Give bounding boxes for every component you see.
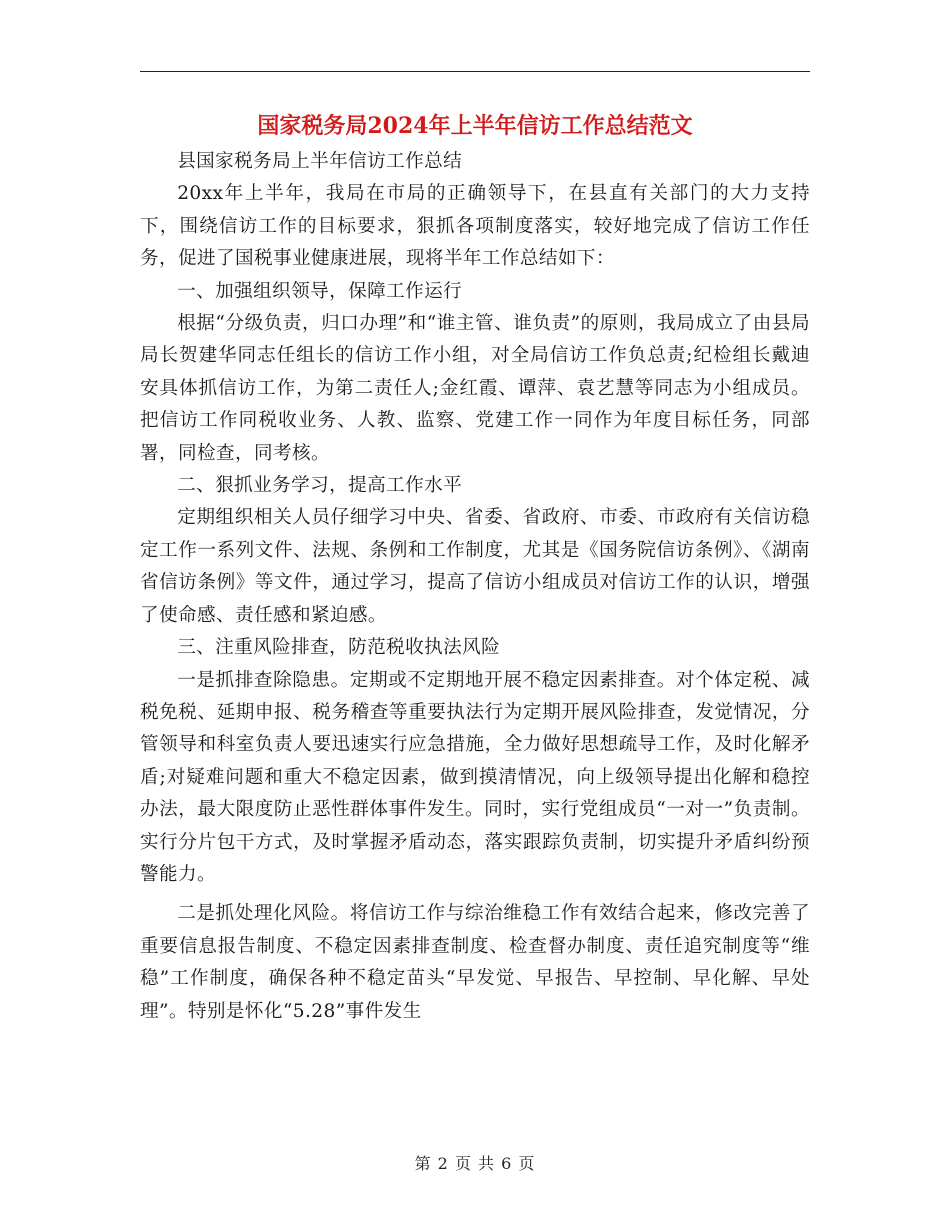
body-paragraph: 一是抓排查除隐患。定期或不定期地开展不稳定因素排查。对个体定税、减税免税、延期申报、税务稽查等重要执法行为定期开展风险排查，发觉情况，分管领导和科室负责人要迅速实行应急措施，全力做好思想疏导工作，及时化解矛盾;对疑难问题和重大不稳定因素，做到摸清情况，向上级领导提出化解和稳控办法，最大限度防止恶性群体事件发生。同时，实行党组成员“一对一”负责制。实行分片包干方式，及时掌握矛盾动态，落实跟踪负责制，切实提升矛盾纠纷预警能力。: [140, 669, 810, 885]
document-title: 国家税务局2024年上半年信访工作总结范文: [257, 113, 693, 139]
section-heading-1: 一、加强组织领导，保障工作运行: [177, 280, 463, 302]
document-body: [140, 146, 810, 1028]
body-paragraph: 定期组织相关人员仔细学习中央、省委、省政府、市委、市政府有关信访稳定工作一系列文件、法规、条例和工作制度，尤其是《国务院信访条例》、《湖南省信访条例》等文件，通过学习，提高了信访小组成员对信访工作的认识，增强了使命感、责任感和紧迫感。: [140, 507, 810, 626]
section-heading-3: 三、注重风险排查，防范税收执法风险: [177, 637, 501, 659]
header-rule: [140, 71, 810, 72]
body-paragraph: 二是抓处理化风险。将信访工作与综治维稳工作有效结合起来，修改完善了重要信息报告制度、不稳定因素排查制度、检查督办制度、责任追究制度等“维稳”工作制度，确保各种不稳定苗头“早发觉、早报告、早控制、早化解、早处理”。特别是怀化“5.28”事件发生: [140, 903, 810, 1022]
body-paragraph: 根据“分级负责，归口办理”和“谁主管、谁负责”的原则，我局成立了由县局局长贺建华同志任组长的信访工作小组，对全局信访工作负总责;纪检组长戴迪安具体抓信访工作，为第二责任人;金红霞、谭萍、袁艺慧等同志为小组成员。把信访工作同税收业务、人教、监察、党建工作一同作为年度目标任务，同部署，同检查，同考核。: [140, 313, 810, 464]
subtitle-paragraph: 县国家税务局上半年信访工作总结: [177, 151, 463, 172]
section-heading-2: 二、狠抓业务学习，提高工作水平: [177, 475, 463, 497]
intro-paragraph: 20xx年上半年，我局在市局的正确领导下，在县直有关部门的大力支持下，围绕信访工作的目标要求，狠抓各项制度落实，较好地完成了信访工作任务，促进了国税事业健康进展，现将半年工作总结如下：: [140, 183, 810, 270]
page-number: 第 2 页 共 6 页: [414, 1154, 536, 1173]
